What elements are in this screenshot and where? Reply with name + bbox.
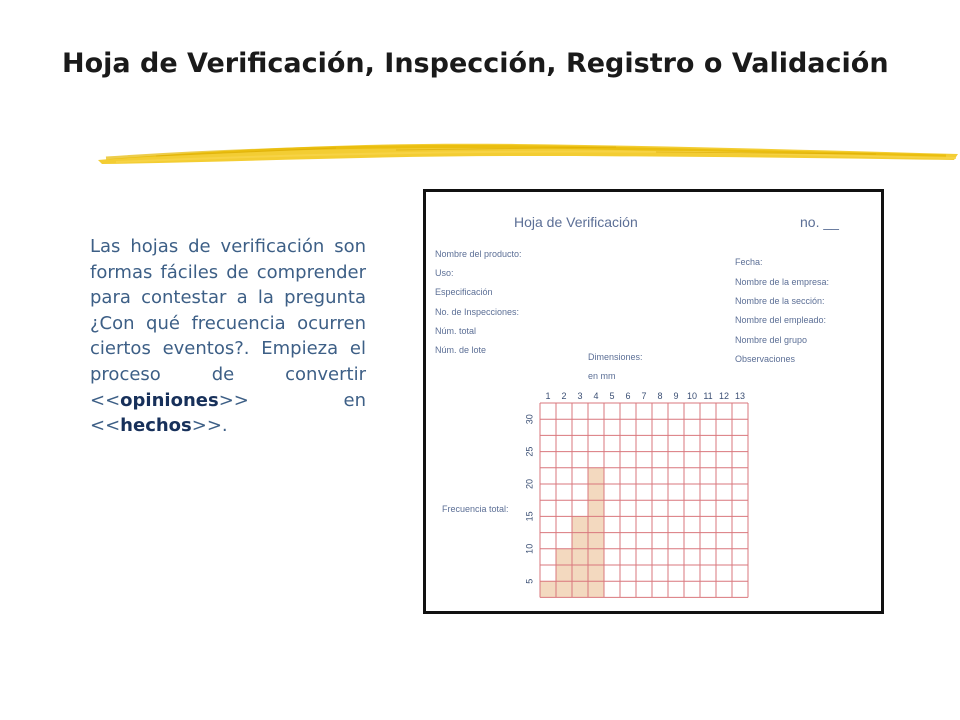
column-label: 6 [625, 391, 631, 401]
row-label: 25 [524, 446, 535, 457]
row-label: 15 [524, 511, 535, 522]
field-lot: Núm. de lote [435, 345, 487, 355]
frequency-label: Frecuencia total: [442, 504, 509, 514]
field-total: Núm. total [435, 326, 477, 336]
field-use: Uso: [435, 268, 454, 278]
column-label: 8 [657, 391, 663, 401]
check-sheet-number: no. __ [800, 214, 839, 230]
column-label: 3 [577, 391, 583, 401]
column-label: 12 [718, 391, 730, 401]
dimensions-label: Dimensiones: [588, 352, 643, 362]
row-label: 20 [524, 478, 535, 490]
column-label: 10 [686, 391, 698, 401]
keyword-hechos: hechos [120, 415, 192, 437]
column-label: 4 [593, 391, 599, 401]
field-group: Nombre del grupo [735, 335, 808, 345]
tally-grid [426, 192, 881, 611]
field-observations: Observaciones [735, 354, 796, 364]
check-sheet-figure [423, 189, 884, 614]
keyword-opiniones: opiniones [120, 389, 219, 411]
tally-bar-3 [572, 516, 588, 597]
column-label: 2 [561, 391, 567, 401]
row-label: 30 [524, 414, 535, 425]
field-specification: Especificación [435, 287, 493, 297]
body-paragraph: Las hojas de verificación son formas fáciles de comprender para contestar a la pregunta ¿Con qué frecuencia ocurren ciertos eventos?. Empieza el proceso de convertir <<opiniones>> en <<hechos>>. [90, 236, 366, 437]
yellow-brush-stroke-divider [96, 130, 960, 178]
check-sheet-title: Hoja de Verificación [514, 214, 638, 230]
tally-bar-1 [540, 581, 556, 597]
field-product-name: Nombre del producto: [435, 249, 522, 259]
field-date: Fecha: [735, 257, 763, 267]
column-label: 13 [734, 391, 746, 401]
column-label: 7 [641, 391, 647, 401]
field-inspections: No. de Inspecciones: [435, 307, 520, 317]
column-label: 5 [609, 391, 615, 401]
column-label: 9 [673, 391, 679, 401]
units-label: en mm [588, 371, 616, 381]
field-company: Nombre de la empresa: [735, 277, 830, 287]
field-section: Nombre de la sección: [735, 296, 825, 306]
row-label: 10 [524, 543, 535, 554]
field-employee: Nombre del empleado: [735, 315, 827, 325]
column-label: 11 [703, 391, 713, 401]
column-label: 1 [545, 391, 551, 401]
tally-bar-2 [556, 549, 572, 598]
slide-title: Hoja de Verificación, Inspección, Registro o Validación [62, 48, 889, 79]
row-label: 5 [524, 578, 535, 584]
